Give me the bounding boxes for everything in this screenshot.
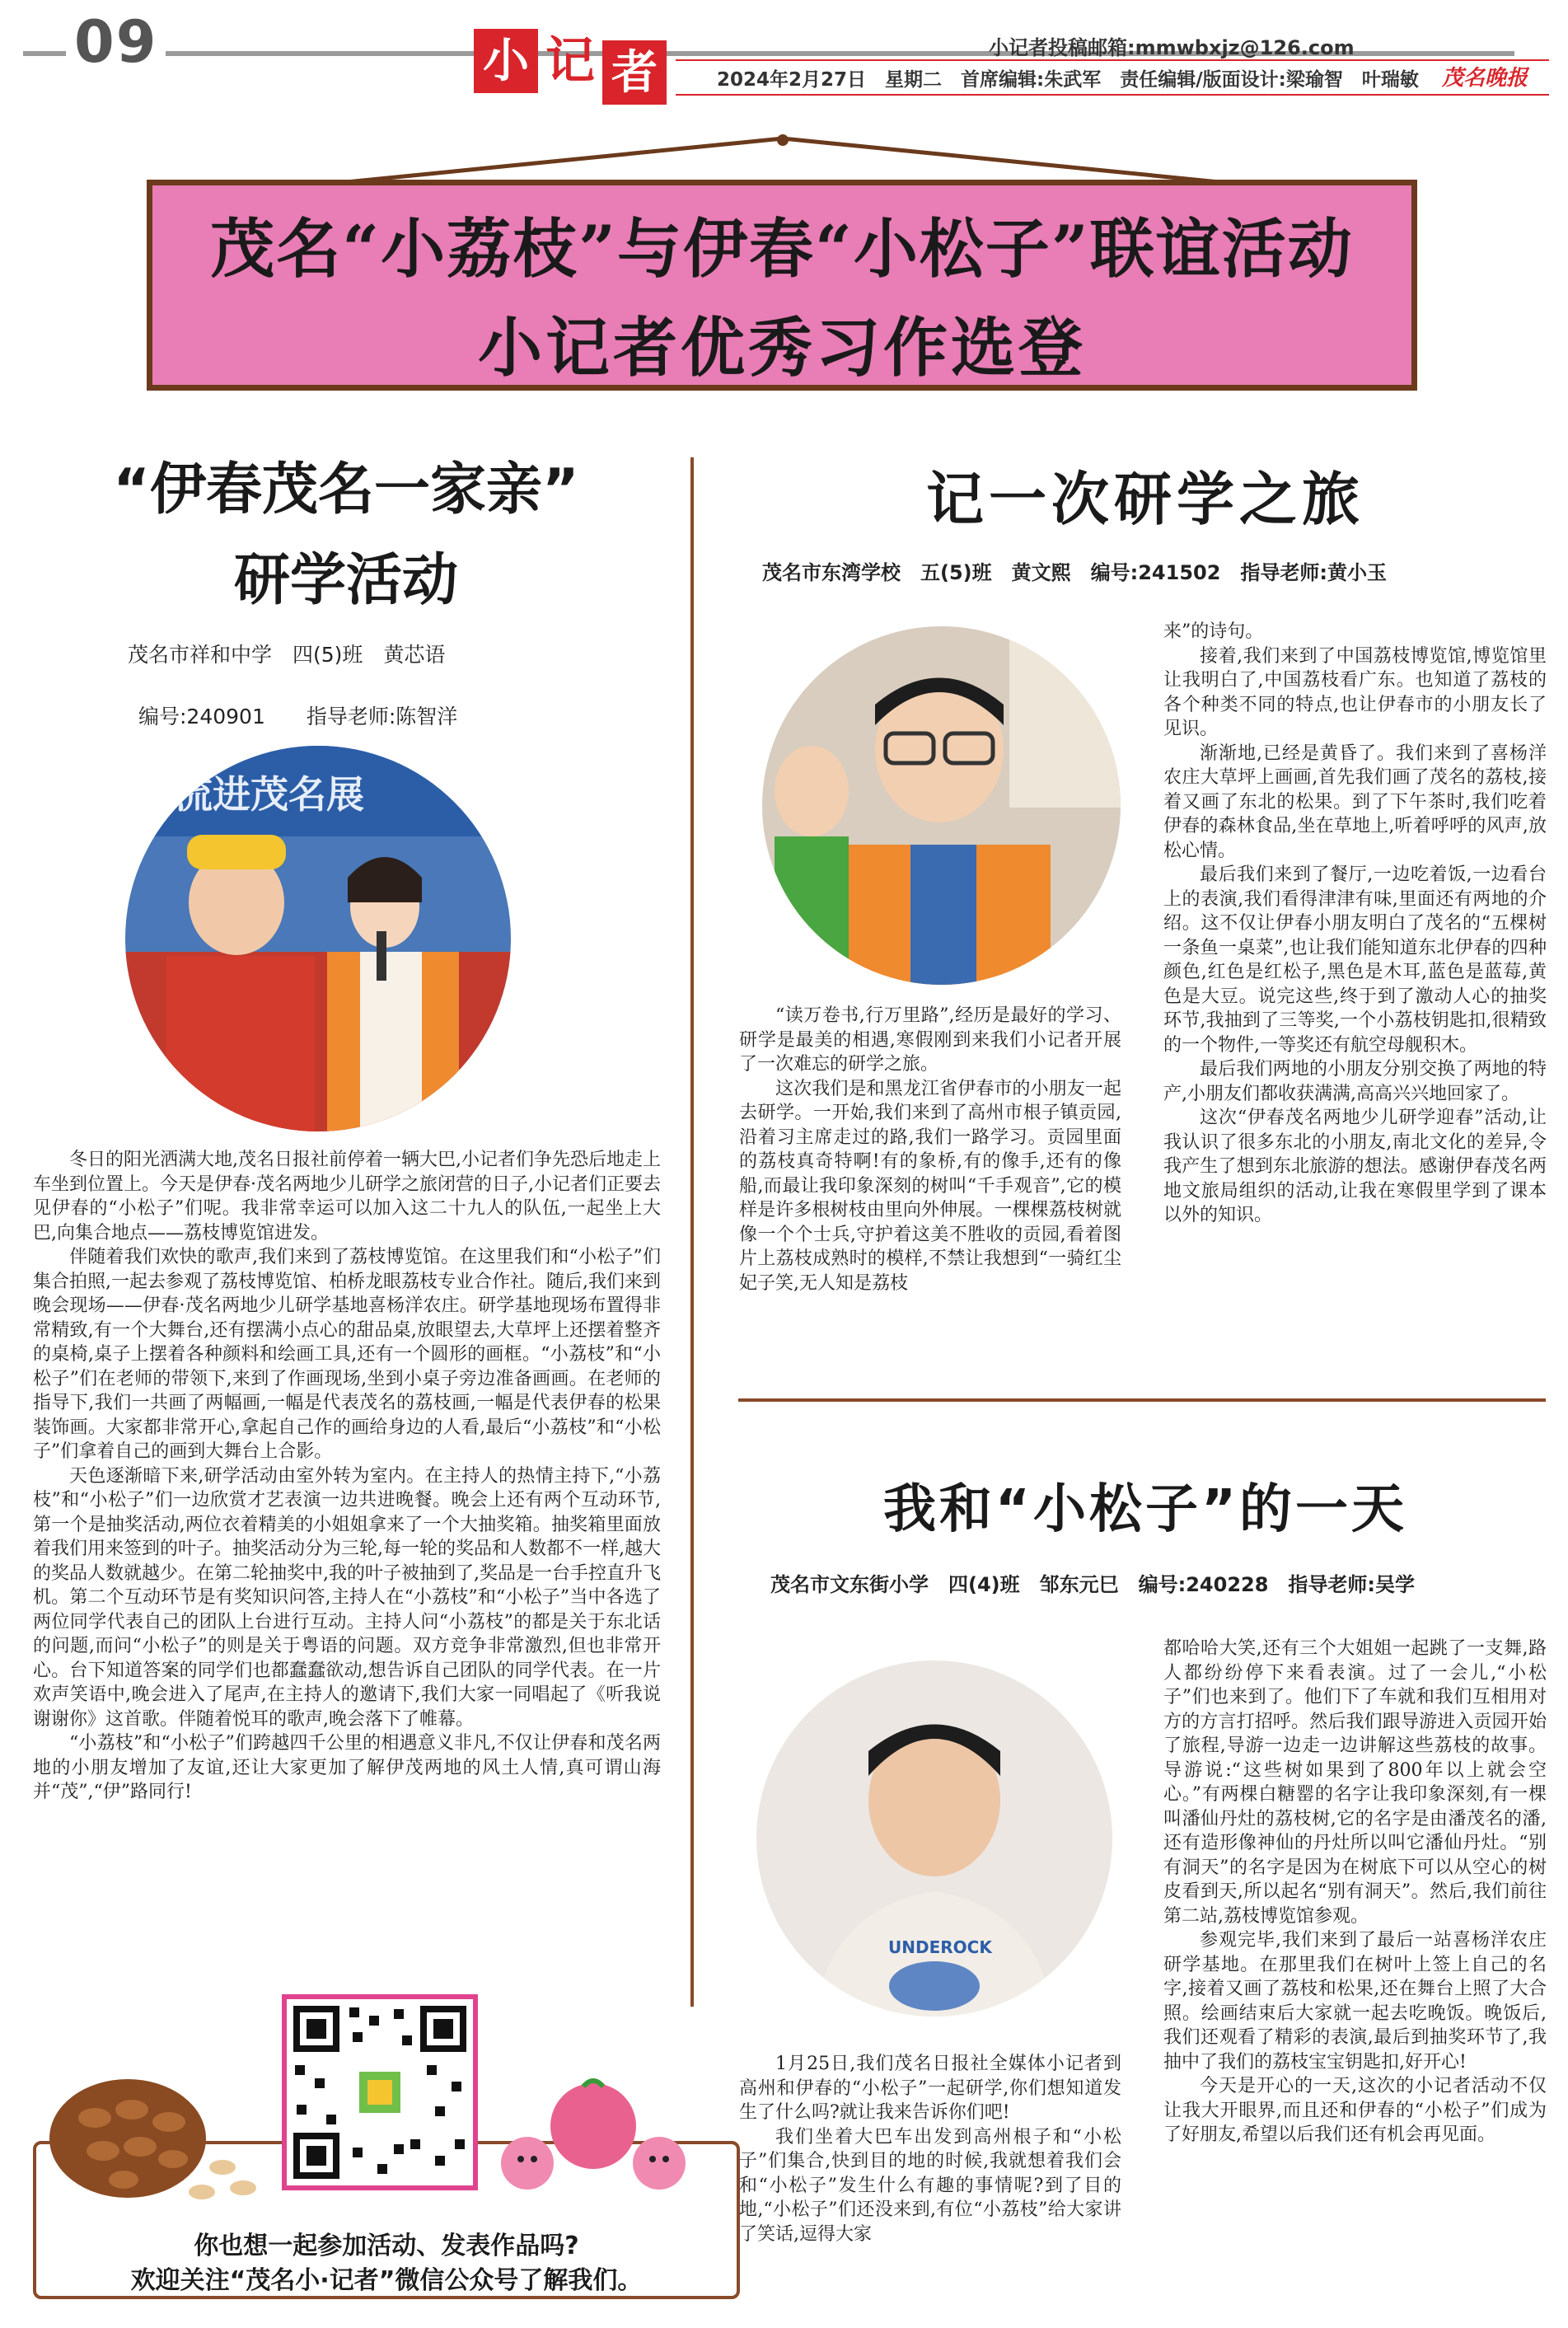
article2-photo [762, 626, 1121, 985]
article3-byline: 茂名市文东街小学 四(4)班 邹东元巳 编号:240228 指导老师:吴学 [770, 1573, 1416, 1596]
article2-paragraph: 这次我们是和黑龙江省伊春市的小朋友一起去研学。一开始,我们来到了高州市根子镇贡园,沿着习主席走过的路,我们一路学习。贡园里面的荔枝真奇特啊!有的象桥,有的像手,还有的像船,而最让我印象深刻的树叫“千手观音”,它的模样是许多根树枝由里向外伸展。一棵棵荔枝树就像一个个士兵,守护着这美不胜收的贡园,看着图片上荔枝成熟时的模样,不禁让我想到“一骑红尘妃子笑,无人知是荔枝 [739, 1078, 1121, 1294]
newspaper-logo: 茂名晚报 [1442, 66, 1528, 91]
article2-paragraph: 渐渐地,已经是黄昏了。我们来到了喜杨洋农庄大草坪上画画,首先我们画了茂名的荔枝,接着又画了东北的松果。到了下午茶时,我们吃着伊春的森林食品,坐在草地上,听着呼呼的风声,放松心情。 [1163, 742, 1547, 861]
article1-body [33, 1148, 661, 1805]
article2-body-right [1163, 620, 1547, 1228]
article1-paragraph: 天色逐渐暗下来,研学活动由室外转为室内。在主持人的热情主持下,“小荔枝”和“小松子”们一边欣赏才艺表演一边共进晚餐。晚会上还有两个互动环节,第一个是抽奖活动,两位衣着精美的小姐姐拿来了一个大抽奖箱。抽奖箱里面放着我们用来签到的叶子。抽奖活动分为三轮,每一轮的奖品和人数都不一样,越大的奖品人数就越少。在第二轮抽奖中,我的叶子被抽到了,奖品是一台手控直升飞机。第二个互动环节是有奖知识问答,主持人在“小荔枝”和“小松子”当中各选了两位同学代表自己的团队上台进行互动。主持人问“小荔枝”的都是关于东北话的问题,而问“小松子”的则是关于粤语的问题。双方竞争非常激烈,但也非常开心。台下知道答案的同学们也都蠢蠢欲动,想告诉自己团队的同学代表。在一片欢声笑语中,晚会进入了尾声,在主持人的邀请下,我们大家一同唱起了《听我说谢谢你》这首歌。伴随着悦耳的歌声,晚会落下了帷幕。 [33, 1465, 661, 1730]
article3-paragraph: 今天是开心的一天,这次的小记者活动不仅让我大开眼界,而且还和伊春的“小松子”们成为了好朋友,希望以后我们还有机会再见面。 [1163, 2076, 1547, 2145]
submission-email: 小记者投稿邮箱:mmwbxjz@126.com [989, 36, 1355, 59]
main-title-line2: 小记者优秀习作选登 [477, 311, 1086, 386]
article2-body-left [739, 1004, 1121, 1295]
article1-paragraph: 伴随着我们欢快的歌声,我们来到了荔枝博览馆。在这里我们和“小松子”们集合拍照,一起去参观了荔枝博览馆、柏桥龙眼荔枝专业合作社。随后,我们来到晚会现场——伊春·茂名两地少儿研学基地喜杨洋农庄。研学基地现场布置得非常精致,有一个大舞台,还有摆满小点心的甜品桌,放眼望去,大草坪上还摆着整齐的桌椅,桌子上摆着各种颜料和绘画工具,还有一个圆形的画框。“小荔枝”和“小松子”们在老师的带领下,来到了作画现场,坐到小桌子旁边准备画画。在老师的指导下,我们一共画了两幅画,一幅是代表茂名的荔枝画,一幅是代表伊春的松果装饰画。大家都非常开心,拿起自己作的画给身边的人看,最后“小荔枝”和“小松子”们拿着自己的画到大舞台上合影。 [33, 1247, 661, 1462]
stage-photo-image [125, 746, 511, 1131]
article-divider [738, 1398, 1546, 1402]
article2-title: 记一次研学之旅 [926, 466, 1364, 533]
boy-smiling-photo-image [756, 1661, 1112, 2017]
photo-banner-text: 流进茂名展 [175, 772, 364, 817]
article1-title-line1: “伊春茂名一家亲” [113, 457, 579, 522]
article2-paragraph: 这次“伊春茂名两地少儿研学迎春”活动,让我认识了很多东北的小朋友,南北文化的差异,令我产生了想到东北旅游的想法。感谢伊春茂名两地文旅局组织的活动,让我在寒假里学到了课本以外的知识。 [1163, 1108, 1547, 1225]
article2-paragraph: “读万卷书,行万里路”,经历是最好的学习、研学是最美的相遇,寒假刚到来我们小记者开展了一次难忘的研学之旅。 [739, 1005, 1121, 1075]
section-brand [474, 29, 672, 107]
article3-paragraph: 都哈哈大笑,还有三个大姐姐一起跳了一支舞,路人都纷纷停下来看表演。过了一会儿,“小松子”们也来到了。他们下了车就和我们互相用对方的方言打招呼。然后我们跟导游进入贡园开始了旅程,导游一边走一边讲解这些荔枝的故事。导游说:“这些树如果到了800年以上就会空心。”有两棵白糖罂的名字让我印象深刻,有一棵叫潘仙丹灶的荔枝树,它的名字是由潘茂名的潘,还有造形像神仙的丹灶所以叫它潘仙丹灶。“别有洞天”的名字是因为在树底下可以从空心的树皮看到天,所以起名“别有洞天”。然后,我们前往第二站,荔枝博览馆参观。 [1163, 1638, 1547, 1927]
article3-paragraph: 参观完毕,我们来到了最后一站喜杨洋农庄研学基地。在那里我们在树叶上签上自己的名字,接着又画了荔枝和松果,还在舞台上照了大合照。绘画结束后大家就一起去吃晚饭。晚饭后,我们还观看了精彩的表演,最后到抽奖环节了,我抽中了我们的荔枝宝宝钥匙扣,好开心! [1163, 1930, 1547, 2073]
article2-byline: 茂名市东湾学校 五(5)班 黄文熙 编号:241502 指导老师:黄小玉 [762, 561, 1388, 584]
wechat-qr-code[interactable] [282, 1994, 478, 2190]
pinecone-icon [37, 2060, 268, 2209]
article3-photo [756, 1661, 1112, 2017]
article2-paragraph: 来”的诗句。 [1163, 621, 1264, 642]
article1-title-line2: 研学活动 [233, 548, 458, 613]
article1-paragraph: 冬日的阳光洒满大地,茂名日报社前停着一辆大巴,小记者们争先恐后地走上车坐到位置上。今天是伊春·茂名两地少儿研学之旅闭营的日子,小记者们正要去见伊春的“小松子”们呢。我非常幸运可以加入这二十九人的队伍,一起坐上大巴,向集合地点——荔枝博览馆进发。 [33, 1150, 661, 1244]
main-title-line1: 茂名“小荔枝”与伊春“小松子”联谊活动 [210, 212, 1354, 287]
brand-char-3: 者 [602, 40, 667, 105]
article3-title: 我和“小松子”的一天 [882, 1479, 1408, 1540]
lychee-mascot-icon [486, 2077, 700, 2200]
promo-line1: 你也想一起参加活动、发表作品吗? [194, 2232, 579, 2260]
article2-paragraph: 最后我们两地的小朋友分别交换了两地的特产,小朋友们都收获满满,高高兴兴地回家了。 [1163, 1059, 1547, 1104]
qr-code-image [287, 1999, 473, 2185]
article1-paragraph: “小荔枝”和“小松子”们跨越四千公里的相遇意义非凡,不仅让伊春和茂名两地的小朋友增加了友谊,还让大家更加了解伊茂两地的风土人情,真可谓山海并“茂”,“伊”路同行! [33, 1733, 661, 1802]
article2-paragraph: 最后我们来到了餐厅,一边吃着饭,一边看台上的表演,我们看得津津有味,里面还有两地的介绍。这不仅让伊春小朋友明白了茂名的“五棵树一条鱼一桌菜”,也让我们能知道东北伊春的四种颜色,红色是红松子,黑色是木耳,蓝色是蓝莓,黄色是大豆。说完这些,终于到了激动人心的抽奖环节,我抽到了三等奖,一个小荔枝钥匙扣,很精致的一个物件,一等奖还有航空母舰积木。 [1163, 864, 1547, 1056]
brand-char-1: 小 [474, 29, 538, 93]
article1-number-teacher: 编号:240901 指导老师:陈智洋 [138, 705, 458, 728]
issue-meta: 2024年2月27日 星期二 首席编辑:朱武军 责任编辑/版面设计:梁瑜智 叶瑞敏 [717, 69, 1419, 91]
shirt-text: UNDEROCK [888, 1937, 992, 1957]
boy-photo-image [762, 626, 1121, 985]
brand-char-2: 记 [545, 32, 595, 90]
article3-body-left [739, 2052, 1121, 2246]
promo-line2: 欢迎关注“茂名小·记者”微信公众号了解我们。 [130, 2266, 643, 2295]
article1-byline: 茂名市祥和中学 四(5)班 黄芯语 [128, 643, 446, 667]
article3-body-right [1163, 1637, 1547, 2148]
article3-paragraph: 1月25日,我们茂名日报社全媒体小记者到高州和伊春的“小松子”一起研学,你们想知道发生了什么吗?就让我来告诉你们吧! [739, 2054, 1121, 2123]
page-number: 09 [66, 8, 166, 76]
article1-photo [125, 746, 511, 1131]
article2-paragraph: 接着,我们来到了中国荔枝博览馆,博览馆里让我明白了,中国荔枝看广东。也知道了荔枝的各个种类不同的特点,也让伊春市的小朋友长了见识。 [1163, 645, 1547, 739]
article3-paragraph: 我们坐着大巴车出发到高州根子和“小松子”们集合,快到目的地的时候,我就想着我们会和“小松子”发生什么有趣的事情呢?到了目的地,“小松子”们还没来到,有位“小荔枝”给大家讲了笑话,逗得大家 [739, 2126, 1121, 2245]
column-divider [690, 457, 694, 2007]
